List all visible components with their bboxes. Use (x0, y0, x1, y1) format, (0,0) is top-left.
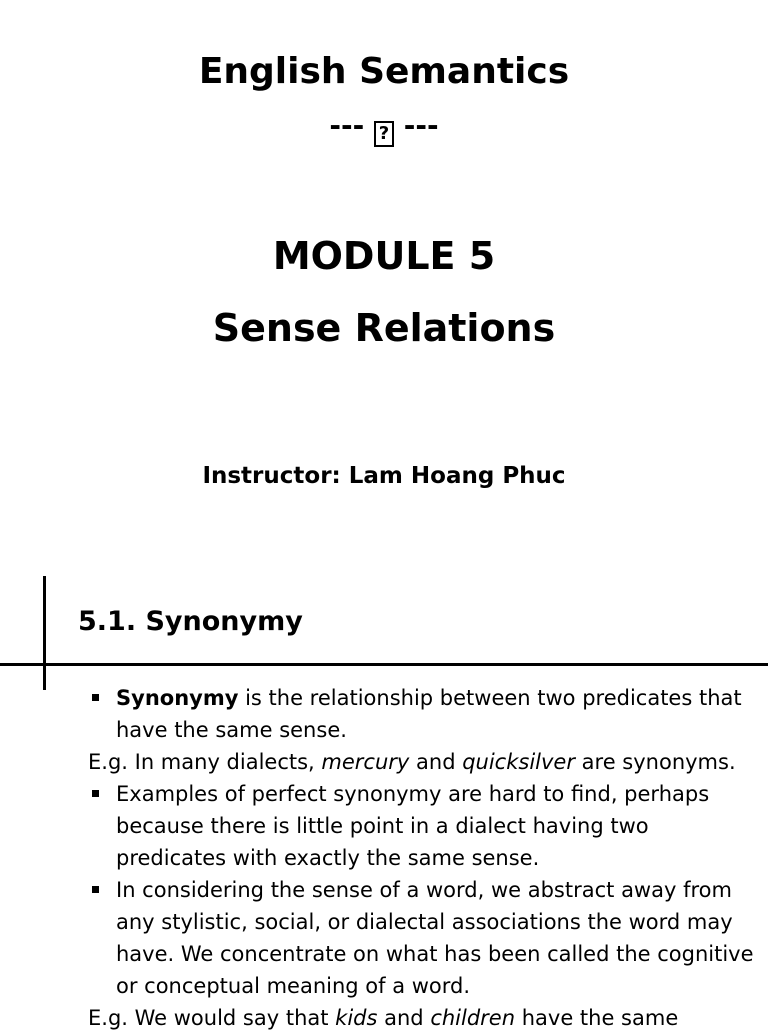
example-text: and (377, 1006, 431, 1030)
bullet-item (88, 874, 760, 1002)
separator-right: --- (403, 109, 439, 142)
module-number: MODULE 5 (272, 234, 496, 278)
bullet-text: In considering the sense of a word, we abstract away from any stylistic, social, or dialectal associations the word may have. We concentrate on what has been called the cognitive or conceptual meaning of a word. (116, 878, 754, 998)
section-heading: 5.1. Synonymy (78, 606, 303, 637)
bullet-square-icon (92, 790, 99, 797)
bullet-text: is the relationship between two predicates that have the same sense. (116, 686, 742, 742)
example-line (88, 746, 760, 778)
example-term: quicksilver (462, 750, 575, 774)
bullet-item (88, 778, 760, 874)
section-body (88, 682, 760, 1034)
horizontal-divider (0, 663, 768, 666)
instructor-line: Instructor: Lam Hoang Phuc (202, 463, 566, 489)
example-text: have the same (515, 1006, 679, 1030)
term-synonymy: Synonymy (116, 686, 239, 710)
bullet-text: Examples of perfect synonymy are hard to find, perhaps because there is little point in a dialect having two predicates with exactly the same sense. (116, 782, 710, 870)
title-separator (0, 108, 768, 147)
example-text: E.g. In many dialects, (88, 750, 322, 774)
example-text: are synonyms. (574, 750, 736, 774)
example-text: and (409, 750, 463, 774)
bullet-square-icon (92, 886, 99, 893)
bullet-square-icon (92, 694, 99, 701)
example-term: children (430, 1006, 516, 1030)
example-term: kids (335, 1006, 378, 1030)
module-title: Sense Relations (212, 306, 556, 350)
example-line (88, 1002, 760, 1034)
example-term: mercury (321, 750, 410, 774)
bullet-item (88, 682, 760, 746)
example-text: E.g. We would say that (88, 1006, 336, 1030)
separator-left: --- (329, 109, 365, 142)
course-title: English Semantics (198, 51, 570, 92)
separator-glyph: ? (374, 121, 394, 147)
vertical-divider (43, 576, 46, 690)
